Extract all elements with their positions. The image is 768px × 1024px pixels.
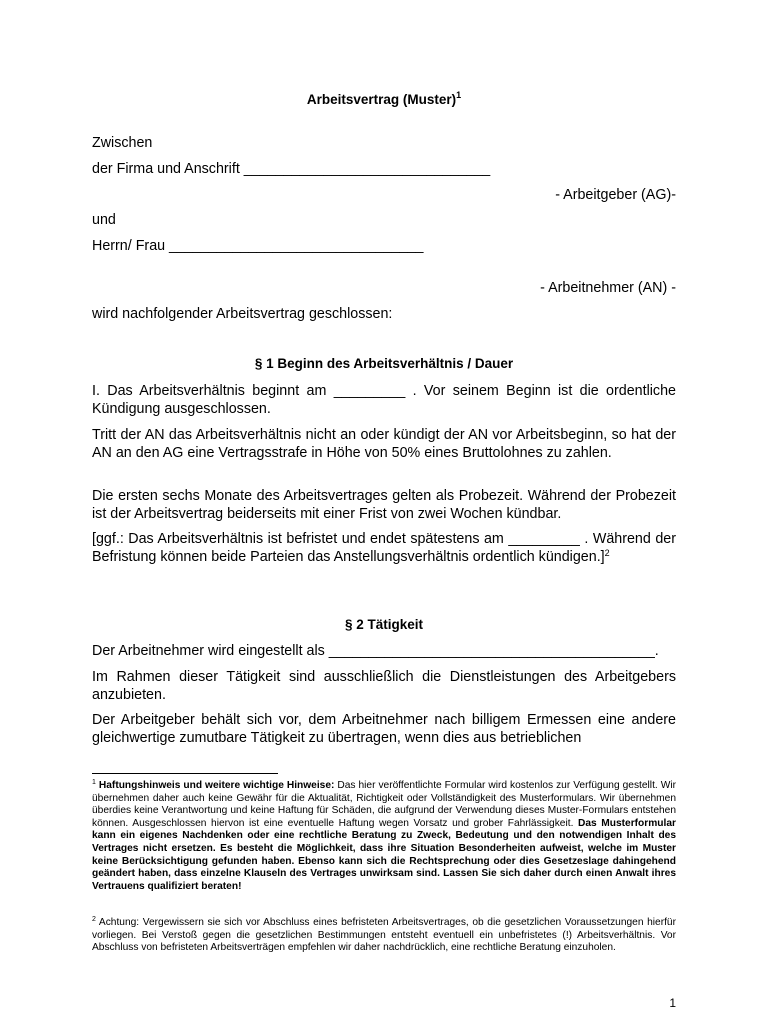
- footnote-2-text: Achtung: Vergewissern sie sich vor Abschluss eines befristeten Arbeitsvertrages, ob die gesetzlichen Voraussetzungen hierfür vorliegen. Bei Verstoß gegen die gesetzlichen Bestimmungen entsteht eventuell ein unbefristetes (!) Arbeitsverhältnis. Vor Abschluss von befristeten Arbeitsverträgen empfehlen wir daher nachdrücklich, eine rechtliche Beratung einzuholen.: [92, 917, 676, 954]
- document-title: [0, 90, 768, 107]
- footnote-2-number: 2: [92, 916, 96, 923]
- section-1-paragraph-4-text: [ggf.: Das Arbeitsverhältnis ist befristet und endet spätestens am _________ . Während der Befristung können beide Parteien das Anstellungsverhältnis ordentlich kündigen.]: [92, 531, 676, 565]
- section-2-heading: § 2 Tätigkeit: [344, 617, 424, 632]
- section-1-paragraph-2: Tritt der AN das Arbeitsverhältnis nicht an oder kündigt der AN vor Arbeitsbeginn, so hat der AN an den AG eine Vertragsstrafe in Höhe von 50% eines Bruttolohnes zu zahlen.: [92, 427, 676, 461]
- footnote-1-bold-text: Das Musterformular kann ein eigenes Nachdenken oder eine rechtliche Beratung zu Zweck, Bedeutung und den notwendigen Inhalt des Vertrages nicht ersetzen. Es besteht die Möglichkeit, dass ihre Situation Besonderheiten aufweist, welche im Muster keine Berücksichtigung gefunden haben. Ebenso kann sich die Rechtsprechung oder dies Gesetzeslage dahingehend geändert haben, dass einzelne Klauseln des Vertrages unwirksam sind. Lassen Sie sich daher durch einen Anwalt ihres Vertrauens qualifiziert beraten!: [92, 817, 676, 892]
- section-1-paragraph-1: I. Das Arbeitsverhältnis beginnt am _________ . Vor seinem Beginn ist die ordentliche Kündigung ausgeschlossen.: [92, 383, 676, 417]
- und-label: und: [92, 212, 116, 228]
- section-1-heading: § 1 Beginn des Arbeitsverhältnis / Dauer: [254, 356, 514, 371]
- footnote-1-text: Das hier veröffentlichte Formular wird kostenlos zur Verfügung gestellt. Wir übernehmen daher auch keine Gewähr für die Aktualität, Richtigkeit oder Vollständigkeit des Musterformulars. Wir übernehmen überdies keine Verantwortung und keine Haftung für Schäden, die aufgrund der Verwendung dieses Muster-Formulars entstehen können. Ausgeschlossen hiervon ist eine eventuelle Haftung wegen Vorsatz und grober Fahrlässigkeit.: [92, 780, 676, 829]
- arbeitgeber-label: - Arbeitgeber (AG)-: [555, 187, 676, 203]
- footnote-1: [92, 780, 676, 893]
- herr-frau-field: Herrn/ Frau ________________________________: [92, 238, 424, 254]
- firma-anschrift-field: der Firma und Anschrift _______________________________: [92, 161, 491, 177]
- section-2-paragraph-2: Im Rahmen dieser Tätigkeit sind ausschließlich die Dienstleistungen des Arbeitgebers anzubieten.: [92, 669, 676, 703]
- footnote-1-number: 1: [92, 779, 96, 786]
- section-2-paragraph-3: Der Arbeitgeber behält sich vor, dem Arbeitnehmer nach billigem Ermessen eine andere gleichwertige zumutbare Tätigkeit zu übertragen, wenn dies aus betrieblichen: [92, 712, 676, 746]
- zwischen-label: Zwischen: [92, 135, 153, 151]
- arbeitnehmer-label: - Arbeitnehmer (AN) -: [540, 280, 676, 296]
- footnote-2: [92, 917, 676, 955]
- footnote-separator: [92, 773, 278, 774]
- page-number: 1: [669, 996, 676, 1010]
- section-1-paragraph-3: Die ersten sechs Monate des Arbeitsvertrages gelten als Probezeit. Während der Probezeit ist der Arbeitsvertrag beiderseits mit einer Frist von zwei Wochen kündbar.: [92, 488, 676, 522]
- closing-sentence: wird nachfolgender Arbeitsvertrag geschlossen:: [92, 306, 393, 322]
- footnote-ref-1: 1: [456, 90, 462, 100]
- footnote-ref-2: 2: [604, 548, 610, 558]
- section-2-paragraph-1: Der Arbeitnehmer wird eingestellt als _________________________________________.: [92, 643, 659, 659]
- footnote-1-lead: Haftungshinweis und weitere wichtige Hinweise:: [98, 780, 335, 791]
- title-text: Arbeitsvertrag (Muster): [306, 92, 457, 107]
- section-1-paragraph-4: [92, 530, 676, 566]
